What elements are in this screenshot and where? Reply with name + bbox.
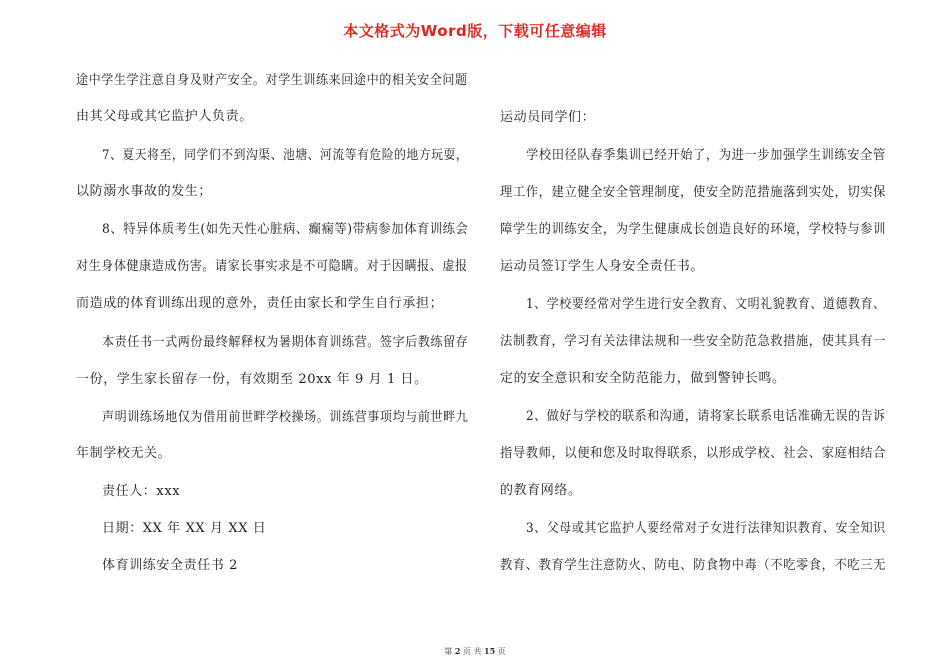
- text-line: 1、学校要经常对学生进行安全教育、文明礼貌教育、道德教育、: [526, 297, 886, 312]
- text-line: 以防溺水事故的发生；: [76, 184, 213, 199]
- footer-middle: 页 共: [462, 647, 482, 656]
- salutation: 运动员同学们：: [500, 110, 596, 125]
- text-line: 对生身体健康造成伤害。请家长事实求是不可隐瞒。对于因瞒报、虚报: [76, 259, 468, 274]
- page-footer: [0, 646, 950, 657]
- text-line: 定的安全意识和安全防范能力，做到警钟长鸣。: [500, 371, 786, 386]
- text-line: 由其父母或其它监护人负责。: [76, 109, 253, 124]
- text-line: 的教育网络。: [500, 483, 582, 498]
- text-line: 指导教师，以便和您及时取得联系，以形成学校、社会、家庭相结合: [500, 446, 887, 461]
- text-line: 教育、教育学生注意防火、防电、防食物中毒（不吃零食，不吃三无: [500, 558, 887, 573]
- footer-prefix: 第: [444, 647, 453, 656]
- text-line: 理工作，建立健全安全管理制度，使安全防范措施落到实处，切实保: [500, 185, 887, 200]
- current-page-number: 2: [454, 646, 461, 656]
- text-line: 而造成的体育训练出现的意外，责任由家长和学生自行承担；: [76, 296, 444, 311]
- text-line: 8、特异体质考生(如先天性心脏病、癫痫等)带病参加体育训练会: [102, 222, 469, 237]
- footer-suffix: 页: [497, 647, 506, 656]
- text-line: 本责任书一式两份最终解释权为暑期体育训练营。签字后教练留存: [102, 335, 469, 350]
- section-title: 体育训练安全责任书 2: [102, 558, 239, 573]
- text-line: 途中学生学注意自身及财产安全。对学生训练来回途中的相关安全问题: [76, 73, 468, 88]
- text-line: 障学生的训练安全，为学生健康成长创造良好的环境，学校特与参训: [500, 222, 887, 237]
- text-line: 学校田径队春季集训已经开始了，为进一步加强学生训练安全管: [526, 148, 886, 163]
- text-line: 3、父母或其它监护人要经常对子女进行法律知识教育、安全知识: [526, 521, 886, 536]
- text-line: 2、做好与学校的联系和沟通，请将家长联系电话准确无误的告诉: [526, 409, 886, 424]
- text-line: 一份，学生家长留存一份，有效期至 20xx 年 9 月 1 日。: [76, 372, 428, 387]
- responsible-person: 责任人：xxx: [102, 484, 181, 499]
- format-banner: 本文格式为Word版，下载可任意编辑: [343, 22, 607, 40]
- text-line: 年制学校无关。: [76, 446, 172, 461]
- date-line: 日期：XX 年 XX 月 XX 日: [102, 521, 267, 536]
- text-line: 法制教育，学习有关法律法规和一些安全防范急救措施，使其具有一: [500, 334, 887, 349]
- total-page-count: 15: [484, 646, 496, 656]
- text-line: 运动员签订学生人身安全责任书。: [500, 259, 705, 274]
- text-line: 7、夏天将至，同学们不到沟渠、池塘、河流等有危险的地方玩耍，: [102, 148, 469, 163]
- text-line: 声明训练场地仅为借用前世畔学校操场。训练营事项均与前世畔九: [102, 410, 469, 425]
